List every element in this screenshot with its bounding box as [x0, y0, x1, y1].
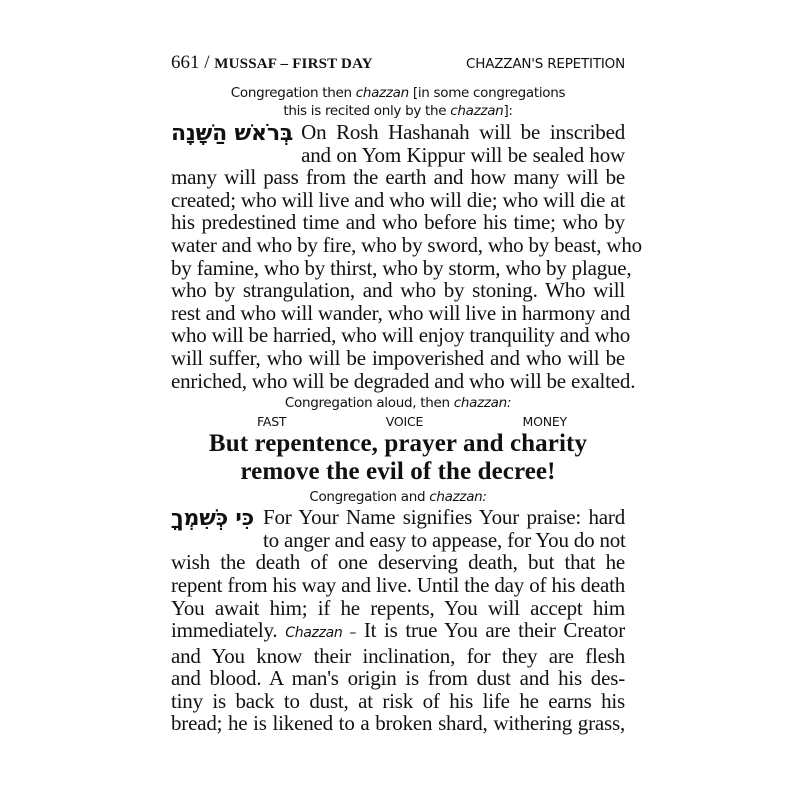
- running-head-right: CHAZZAN'S REPETITION: [466, 56, 625, 72]
- running-head: [171, 52, 625, 76]
- rubric-instruction-1: [171, 84, 625, 120]
- text-segment: It is true You are their Creator: [356, 618, 625, 643]
- text-line: created; who will live and who will die; who will die at: [171, 187, 625, 212]
- hebrew-incipit-berosh-hashanah: בְּרֹאשׁ הַשָּׁנָה: [171, 121, 294, 146]
- text-line: and on Yom Kippur will be sealed how: [301, 142, 625, 167]
- rubric-italic: chazzan:: [453, 395, 512, 412]
- text-line: You await him; if he repents, You will accept him: [171, 595, 625, 620]
- running-head-left: [171, 52, 373, 74]
- rubric-text: ]:: [503, 103, 513, 119]
- text-line: many will pass from the earth and how many will be: [171, 165, 625, 190]
- hebrew-incipit-ki-keshimcha: כִּי כְּשִׁמְךָ: [171, 506, 254, 532]
- rubric-instruction-3: [171, 488, 625, 506]
- rubric-text: Congregation and: [309, 489, 430, 506]
- text-line: by famine, who by thirst, who by storm, who by plague,: [171, 255, 632, 280]
- declaration-line-1: But repentence, prayer and charity: [208, 430, 588, 458]
- text-line: wish the death of one deserving death, but that he: [171, 550, 625, 575]
- rubric-italic: chazzan: [450, 103, 504, 119]
- text-line: who by strangulation, and who by stoning. Who will: [171, 278, 625, 303]
- rubric-italic: chazzan:: [429, 489, 487, 506]
- rubric-text: Congregation aloud, then: [284, 395, 454, 412]
- annotation-fast: FAST: [257, 414, 287, 430]
- inline-rubric-chazzan: Chazzan –: [285, 625, 357, 642]
- text-line: his predestined time and who before his time; who by: [171, 210, 625, 235]
- rubric-text: this is recited only by the: [283, 103, 451, 119]
- text-line: enriched, who will be degraded and who will be exalted.: [171, 368, 636, 393]
- annotation-voice: VOICE: [385, 414, 424, 430]
- prayer-book-page: [171, 52, 642, 736]
- unesaneh-tokef-passage: [171, 120, 642, 393]
- rubric-italic: chazzan: [355, 85, 409, 101]
- text-line: and You know their inclination, for they are flesh: [171, 643, 625, 668]
- text-line: to anger and easy to appease, for You do not: [262, 527, 626, 552]
- declaration-heading: [171, 430, 625, 486]
- rubric-instruction-2: [171, 394, 625, 412]
- text-line: For Your Name signifies Your praise: hard: [262, 505, 625, 530]
- text-line: water and who by fire, who by sword, who by beast, who: [171, 232, 642, 257]
- text-line: who will be harried, who will enjoy tranquility and who: [171, 323, 631, 348]
- section-title: MUSSAF – FIRST DAY: [214, 56, 373, 72]
- rubric-text: Congregation then: [230, 85, 356, 101]
- rubric-text: [in some congregations: [408, 85, 566, 101]
- text-line: will suffer, who will be impoverished and who will be: [171, 345, 625, 370]
- text-segment: immediately.: [171, 618, 286, 643]
- text-line: rest and who will wander, who will live in harmony and: [171, 300, 631, 325]
- text-line: On Rosh Hashanah will be inscribed: [301, 120, 625, 144]
- page-number: 661: [171, 52, 200, 73]
- text-line: repent from his way and live. Until the day of his death: [171, 572, 625, 597]
- text-line: tiny is back to dust, at risk of his life he earns his: [171, 688, 625, 713]
- annotation-row: [171, 414, 625, 430]
- text-line: bread; he is likened to a broken shard, withering grass,: [171, 711, 625, 736]
- ki-keshimcha-passage: [171, 506, 625, 735]
- declaration-line-2: remove the evil of the decree!: [240, 458, 556, 486]
- separator: /: [199, 52, 215, 73]
- text-line: and blood. A man's origin is from dust and his des-: [171, 666, 625, 691]
- annotation-money: MONEY: [522, 414, 567, 430]
- text-line: [171, 619, 625, 645]
